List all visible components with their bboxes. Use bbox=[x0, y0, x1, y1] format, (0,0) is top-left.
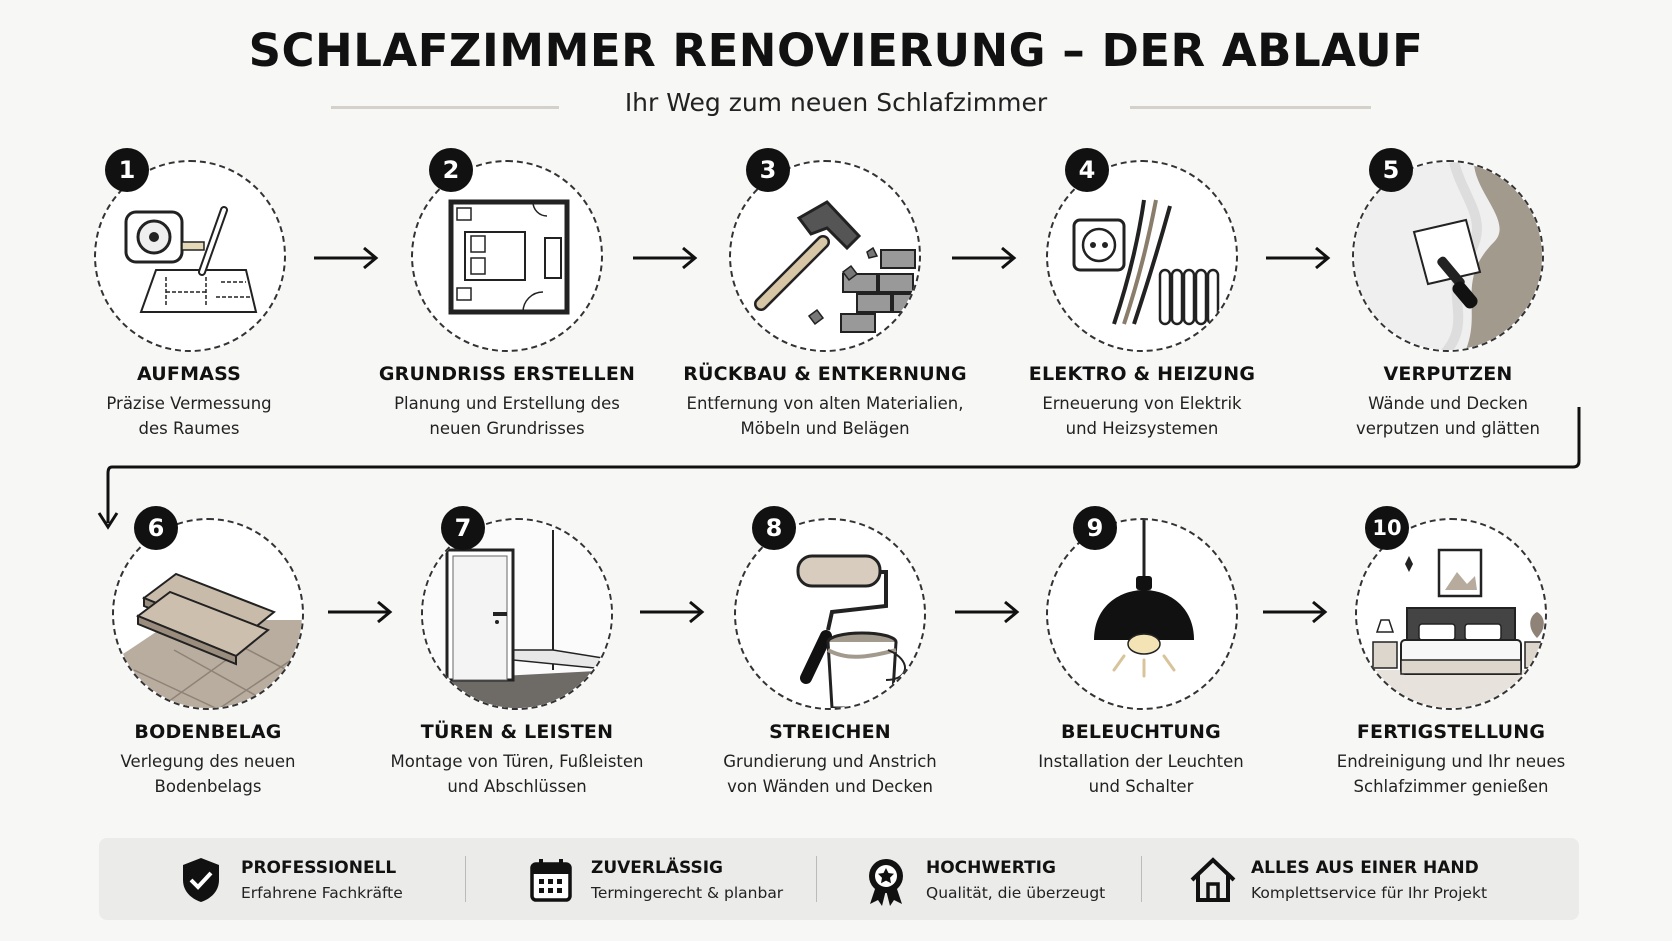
step-3-title: RÜCKBAU & ENTKERNUNG bbox=[683, 363, 967, 385]
house-icon bbox=[1189, 856, 1237, 904]
step-8-number: 8 bbox=[752, 506, 796, 550]
step-6-desc-line2: Bodenbelags bbox=[154, 777, 262, 796]
feature-desc: Erfahrene Fachkräfte bbox=[241, 884, 403, 902]
feature-divider bbox=[1141, 856, 1142, 902]
arrow-right-icon bbox=[314, 246, 384, 270]
page-title: SCHLAFZIMMER RENOVIERUNG – DER ABLAUF bbox=[248, 24, 1424, 77]
step-10-title: FERTIGSTELLUNG bbox=[1356, 721, 1546, 743]
feature-desc: Termingerecht & planbar bbox=[591, 884, 784, 902]
step-8-desc-line2: von Wänden und Decken bbox=[727, 777, 933, 796]
step-9-desc-line2: und Schalter bbox=[1088, 777, 1194, 796]
feature-hochwertig bbox=[864, 838, 1134, 920]
arrow-right-icon bbox=[1263, 600, 1333, 624]
step-2-title: GRUNDRISS ERSTELLEN bbox=[378, 363, 636, 385]
award-badge-icon bbox=[864, 856, 908, 906]
step-10-text bbox=[1306, 721, 1596, 799]
arrow-right-icon bbox=[640, 600, 710, 624]
step-6-number: 6 bbox=[134, 506, 178, 550]
feature-alles-aus-einer-hand bbox=[1189, 838, 1519, 920]
arrow-right-icon bbox=[633, 246, 703, 270]
row-connector-arrow bbox=[96, 405, 1586, 535]
step-7-desc-line1: Montage von Türen, Fußleisten bbox=[390, 752, 644, 771]
feature-divider bbox=[465, 856, 466, 902]
feature-professionell bbox=[179, 838, 449, 920]
step-1-desc-line2: des Raumes bbox=[138, 419, 240, 438]
step-2-desc-line2: neuen Grundrisses bbox=[429, 419, 585, 438]
step-2-number: 2 bbox=[429, 148, 473, 192]
step-8-desc-line1: Grundierung und Anstrich bbox=[723, 752, 937, 771]
step-1-title: AUFMASS bbox=[136, 363, 242, 385]
step-2-desc-line1: Planung und Erstellung des bbox=[394, 394, 620, 413]
feature-desc: Komplettservice für Ihr Projekt bbox=[1251, 884, 1488, 902]
step-7-illustration bbox=[421, 518, 613, 710]
socket-cables-radiator-icon bbox=[1048, 162, 1238, 352]
step-9-number: 9 bbox=[1073, 506, 1117, 550]
arrow-right-icon bbox=[328, 600, 398, 624]
calendar-icon bbox=[529, 856, 573, 904]
step-9-text bbox=[996, 721, 1286, 799]
step-4-number: 4 bbox=[1065, 148, 1109, 192]
step-6-title: BODENBELAG bbox=[134, 721, 282, 743]
step-4-desc-line2: und Heizsystemen bbox=[1065, 419, 1219, 438]
step-1-desc-line1: Präzise Vermessung bbox=[106, 394, 272, 413]
step-3-desc-line1: Entfernung von alten Materialien, bbox=[686, 394, 964, 413]
feature-desc: Qualität, die überzeugt bbox=[926, 884, 1106, 902]
step-10-desc-line1: Endreinigung und Ihr neues bbox=[1336, 752, 1566, 771]
step-10-number: 10 bbox=[1365, 506, 1409, 550]
step-5-number: 5 bbox=[1369, 148, 1413, 192]
feature-title: PROFESSIONELL bbox=[241, 858, 397, 878]
step-3-desc-line2: Möbeln und Belägen bbox=[740, 419, 910, 438]
shield-check-icon bbox=[179, 856, 223, 904]
step-3-number: 3 bbox=[746, 148, 790, 192]
feature-zuverlaessig bbox=[529, 838, 799, 920]
feature-title: HOCHWERTIG bbox=[926, 858, 1056, 878]
step-5-title: VERPUTZEN bbox=[1383, 363, 1513, 385]
feature-title: ALLES AUS EINER HAND bbox=[1251, 858, 1479, 878]
step-7-text bbox=[372, 721, 662, 799]
step-7-desc-line2: und Abschlüssen bbox=[447, 777, 587, 796]
step-9-illustration bbox=[1046, 518, 1238, 710]
feature-title: ZUVERLÄSSIG bbox=[591, 858, 723, 878]
step-1-number: 1 bbox=[105, 148, 149, 192]
floor-plan-icon bbox=[413, 162, 603, 352]
step-7-number: 7 bbox=[441, 506, 485, 550]
step-6-desc-line1: Verlegung des neuen bbox=[120, 752, 296, 771]
step-5-desc-line1: Wände und Decken bbox=[1368, 394, 1528, 413]
feature-divider bbox=[816, 856, 817, 902]
step-4-title: ELEKTRO & HEIZUNG bbox=[1028, 363, 1256, 385]
arrow-right-icon bbox=[952, 246, 1022, 270]
step-6-text bbox=[63, 721, 353, 799]
paint-roller-bucket-icon bbox=[736, 520, 926, 710]
step-6-illustration bbox=[112, 518, 304, 710]
floor-planks-icon bbox=[114, 520, 304, 710]
page-subtitle: Ihr Weg zum neuen Schlafzimmer bbox=[624, 88, 1048, 117]
step-8-text bbox=[685, 721, 975, 799]
arrow-right-icon bbox=[1266, 246, 1336, 270]
features-footer bbox=[99, 838, 1579, 920]
step-9-title: BELEUCHTUNG bbox=[1061, 721, 1221, 743]
step-10-desc-line2: Schlafzimmer genießen bbox=[1353, 777, 1549, 796]
pendant-lamp-icon bbox=[1048, 520, 1238, 710]
subtitle-rule-right bbox=[1130, 106, 1371, 109]
step-8-title: STREICHEN bbox=[769, 721, 891, 743]
step-9-desc-line1: Installation der Leuchten bbox=[1038, 752, 1244, 771]
step-7-title: TÜREN & LEISTEN bbox=[420, 721, 614, 743]
step-5-desc-line2: verputzen und glätten bbox=[1356, 419, 1540, 438]
door-baseboard-icon bbox=[423, 520, 613, 710]
arrow-right-icon bbox=[955, 600, 1025, 624]
step-4-desc-line1: Erneuerung von Elektrik bbox=[1042, 394, 1242, 413]
